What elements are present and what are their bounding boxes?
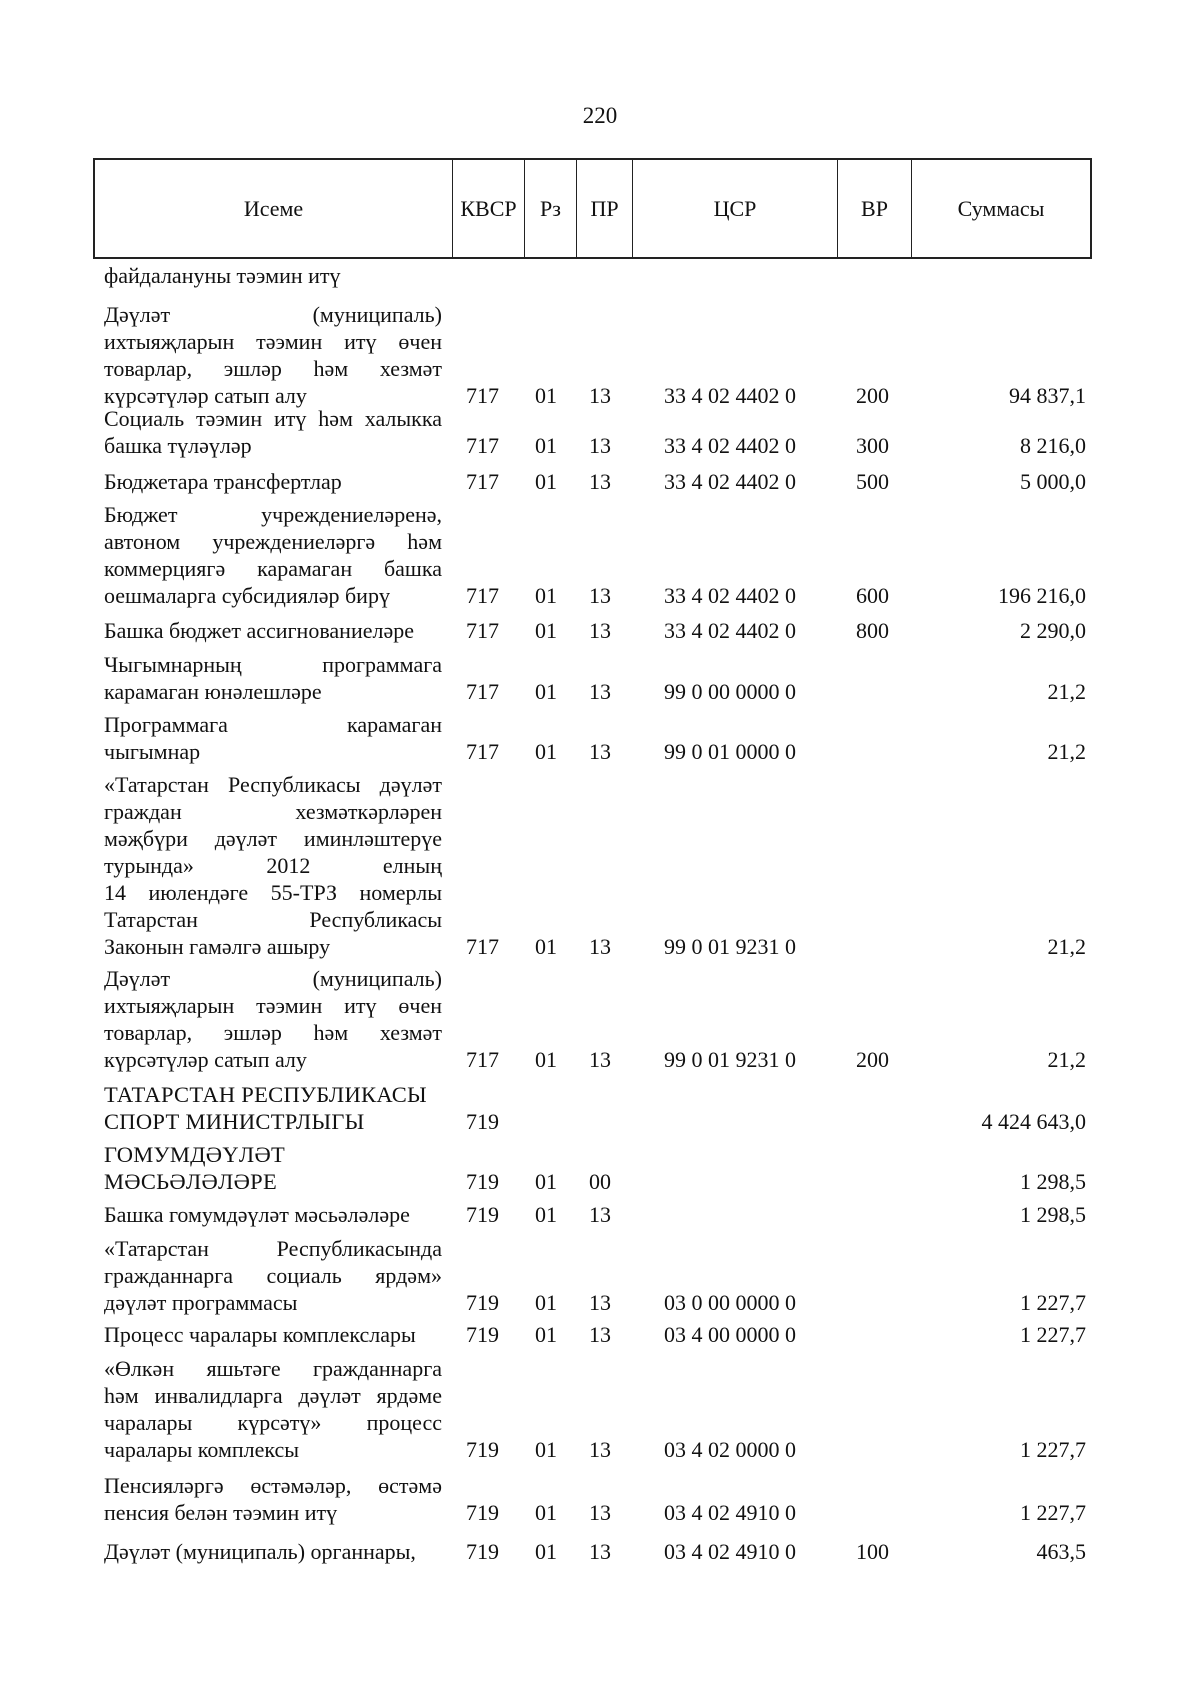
cell-sum: 21,2 — [1047, 1047, 1086, 1072]
header-vr: ВР — [838, 160, 912, 257]
cell-sum: 1 227,7 — [1020, 1500, 1086, 1525]
cell-rz: 01 — [535, 679, 557, 704]
cell-pr: 13 — [589, 1539, 611, 1564]
header-kvsr: КВСР — [453, 160, 525, 257]
row-name-line: Бюджетара трансфертлар — [104, 469, 342, 494]
table-row — [0, 617, 1200, 644]
table-row — [0, 1201, 1200, 1228]
cell-sum: 21,2 — [1047, 934, 1086, 959]
row-name-line: МӘСЬӘЛӘЛӘРЕ — [104, 1169, 278, 1194]
row-name-line: күрсәтүләр сатып алу — [104, 1047, 307, 1072]
cell-kvsr: 717 — [466, 679, 499, 704]
cell-rz: 01 — [535, 739, 557, 764]
row-name-line: Пенсияләргә өстәмәләр, өстәмә — [104, 1473, 442, 1498]
header-pr: ПР — [577, 160, 633, 257]
row-name-line: Татарстан Республикасы — [104, 907, 442, 932]
table-row — [0, 1235, 1200, 1316]
cell-rz: 01 — [535, 1047, 557, 1072]
cell-csr: 03 4 02 0000 0 — [664, 1437, 796, 1462]
cell-csr: 03 0 00 0000 0 — [664, 1290, 796, 1315]
cell-csr: 99 0 01 0000 0 — [664, 739, 796, 764]
row-name-line: автоном учреждениеләргә һәм — [104, 529, 442, 554]
cell-kvsr: 719 — [466, 1202, 499, 1227]
row-name-line: файдалануны тәэмин итү — [104, 263, 341, 288]
cell-vr: 800 — [856, 618, 889, 643]
cell-sum: 1 227,7 — [1020, 1290, 1086, 1315]
row-name-line: «Татарстан Республикасы дәүләт — [104, 772, 442, 797]
cell-sum: 463,5 — [1036, 1539, 1086, 1564]
row-name-line: оешмаларга субсидияләр бирү — [104, 583, 390, 608]
cell-vr: 100 — [856, 1539, 889, 1564]
cell-pr: 13 — [589, 433, 611, 458]
cell-csr: 33 4 02 4402 0 — [664, 469, 796, 494]
table-row — [0, 651, 1200, 705]
cell-sum: 21,2 — [1047, 679, 1086, 704]
cell-kvsr: 717 — [466, 583, 499, 608]
row-name-line: Чыгымнарның программага — [104, 652, 442, 677]
cell-pr: 13 — [589, 583, 611, 608]
cell-kvsr: 717 — [466, 469, 499, 494]
row-name-line: СПОРТ МИНИСТРЛЫГЫ — [104, 1109, 365, 1134]
row-name-line: Дәүләт (муниципаль) — [104, 302, 442, 327]
cell-kvsr: 719 — [466, 1290, 499, 1315]
page-number: 220 — [582, 103, 618, 128]
cell-rz: 01 — [535, 583, 557, 608]
row-name-line: дәүләт программасы — [104, 1290, 298, 1315]
cell-kvsr: 717 — [466, 934, 499, 959]
cell-rz: 01 — [535, 934, 557, 959]
cell-sum: 1 227,7 — [1020, 1322, 1086, 1347]
cell-sum: 94 837,1 — [1009, 383, 1086, 408]
row-name-line: чыгымнар — [104, 739, 201, 764]
cell-kvsr: 717 — [466, 1047, 499, 1072]
table-row — [0, 1472, 1200, 1526]
row-name-line: Социаль тәэмин итү һәм халыкка — [104, 406, 442, 431]
table-row — [0, 965, 1200, 1073]
cell-rz: 01 — [535, 1500, 557, 1525]
header-rz: Рз — [525, 160, 577, 257]
cell-pr: 00 — [589, 1169, 611, 1194]
row-name-line: Башка бюджет ассигнованиеләре — [104, 618, 414, 643]
row-name-line: карамаган юнәлешләре — [104, 679, 322, 704]
header-csr: ЦСР — [633, 160, 838, 257]
cell-csr: 33 4 02 4402 0 — [664, 433, 796, 458]
cell-pr: 13 — [589, 739, 611, 764]
table-row — [0, 711, 1200, 765]
cell-pr: 13 — [589, 383, 611, 408]
cell-pr: 13 — [589, 1290, 611, 1315]
table-row — [0, 405, 1200, 459]
cell-sum: 196 216,0 — [998, 583, 1086, 608]
cell-pr: 13 — [589, 679, 611, 704]
cell-vr: 600 — [856, 583, 889, 608]
row-name-line: товарлар, эшләр һәм хезмәт — [104, 1020, 442, 1045]
cell-kvsr: 719 — [466, 1437, 499, 1462]
cell-vr: 500 — [856, 469, 889, 494]
cell-rz: 01 — [535, 1437, 557, 1462]
header-sum: Суммасы — [957, 195, 1045, 221]
row-name-line: башка түләүләр — [104, 433, 252, 458]
row-name-line: ихтыяҗларын тәэмин итү өчен — [104, 329, 442, 354]
cell-vr: 300 — [856, 433, 889, 458]
cell-vr: 200 — [856, 383, 889, 408]
row-name-line: ГОМУМДӘҮЛӘТ — [104, 1142, 286, 1167]
row-name-line: Процесс чаралары комплекслары — [104, 1322, 416, 1347]
cell-csr: 33 4 02 4402 0 — [664, 583, 796, 608]
row-name — [104, 771, 442, 960]
row-name-line: чаралары комплексы — [104, 1437, 300, 1462]
cell-sum: 2 290,0 — [1020, 618, 1086, 643]
row-name-line: турында» 2012 елның — [104, 853, 442, 878]
cell-sum: 8 216,0 — [1020, 433, 1086, 458]
cell-csr: 03 4 02 4910 0 — [664, 1500, 796, 1525]
cell-sum: 4 424 643,0 — [981, 1109, 1086, 1134]
cell-pr: 13 — [589, 1047, 611, 1072]
row-name-line: ТАТАРСТАН РЕСПУБЛИКАСЫ — [104, 1082, 427, 1107]
row-name-line: чаралары күрсәтү» процесс — [104, 1410, 442, 1435]
row-name-line: «Татарстан Республикасында — [104, 1236, 442, 1261]
cell-csr: 99 0 00 0000 0 — [664, 679, 796, 704]
cell-csr: 03 4 00 0000 0 — [664, 1322, 796, 1347]
row-name-line: Башка гомумдәүләт мәсьәләләре — [104, 1202, 410, 1227]
table-row — [0, 1538, 1200, 1565]
cell-pr: 13 — [589, 1202, 611, 1227]
cell-rz: 01 — [535, 1322, 557, 1347]
cell-rz: 01 — [535, 1202, 557, 1227]
table-row — [0, 1081, 1200, 1135]
row-name-line: Законын гамәлгә ашыру — [104, 934, 331, 959]
cell-sum: 1 298,5 — [1020, 1202, 1086, 1227]
cell-rz: 01 — [535, 1169, 557, 1194]
cell-kvsr: 719 — [466, 1322, 499, 1347]
cell-kvsr: 717 — [466, 739, 499, 764]
cell-kvsr: 719 — [466, 1539, 499, 1564]
cell-kvsr: 719 — [466, 1500, 499, 1525]
cell-sum: 1 298,5 — [1020, 1169, 1086, 1194]
cell-rz: 01 — [535, 1290, 557, 1315]
cell-rz: 01 — [535, 469, 557, 494]
cell-csr: 99 0 01 9231 0 — [664, 1047, 796, 1072]
table-row — [0, 1141, 1200, 1195]
cell-kvsr: 717 — [466, 618, 499, 643]
row-name-line: ихтыяҗларын тәэмин итү өчен — [104, 993, 442, 1018]
cell-rz: 01 — [535, 383, 557, 408]
cell-sum: 1 227,7 — [1020, 1437, 1086, 1462]
cell-rz: 01 — [535, 1539, 557, 1564]
row-name-line: Бюджет учреждениеләренә, — [104, 502, 442, 527]
row-name-line: 14 июлендәге 55-ТРЗ номерлы — [104, 880, 442, 905]
cell-kvsr: 719 — [466, 1169, 499, 1194]
cell-pr: 13 — [589, 1322, 611, 1347]
row-name-line: гражданнарга социаль ярдәм» — [104, 1263, 442, 1288]
cell-pr: 13 — [589, 469, 611, 494]
table-row — [0, 1355, 1200, 1463]
cell-pr: 13 — [589, 618, 611, 643]
cell-sum: 5 000,0 — [1020, 469, 1086, 494]
table-row — [0, 262, 1200, 289]
cell-csr: 33 4 02 4402 0 — [664, 383, 796, 408]
row-name-line: граждан хезмәткәрләрен — [104, 799, 442, 824]
row-name-line: товарлар, эшләр һәм хезмәт — [104, 356, 442, 381]
cell-csr: 03 4 02 4910 0 — [664, 1539, 796, 1564]
cell-pr: 13 — [589, 1437, 611, 1462]
table-row — [0, 771, 1200, 960]
cell-sum: 21,2 — [1047, 739, 1086, 764]
cell-pr: 13 — [589, 1500, 611, 1525]
table-row — [0, 468, 1200, 495]
cell-kvsr: 717 — [466, 383, 499, 408]
table-row — [0, 301, 1200, 409]
row-name-line: Дәүләт (муниципаль) — [104, 966, 442, 991]
row-name-line: «Өлкән яшьтәге гражданнарга — [104, 1356, 442, 1381]
cell-rz: 01 — [535, 618, 557, 643]
cell-rz: 01 — [535, 433, 557, 458]
cell-pr: 13 — [589, 934, 611, 959]
table-row — [0, 1321, 1200, 1348]
row-name-line: Программага карамаган — [104, 712, 442, 737]
table-row — [0, 501, 1200, 609]
row-name-line: һәм инвалидларга дәүләт ярдәме — [104, 1383, 442, 1408]
row-name-line: коммерциягә карамаган башка — [104, 556, 442, 581]
cell-kvsr: 719 — [466, 1109, 499, 1134]
cell-csr: 99 0 01 9231 0 — [664, 934, 796, 959]
table-header — [93, 158, 1092, 259]
cell-vr: 200 — [856, 1047, 889, 1072]
row-name-line: пенсия белән тәэмин итү — [104, 1500, 338, 1525]
cell-csr: 33 4 02 4402 0 — [664, 618, 796, 643]
cell-kvsr: 717 — [466, 433, 499, 458]
row-name-line: күрсәтүләр сатып алу — [104, 383, 307, 408]
row-name-line: мәҗбүри дәүләт иминләштерүе — [104, 826, 442, 851]
header-name: Исеме — [95, 160, 453, 257]
row-name-line: Дәүләт (муниципаль) органнары, — [104, 1539, 416, 1564]
